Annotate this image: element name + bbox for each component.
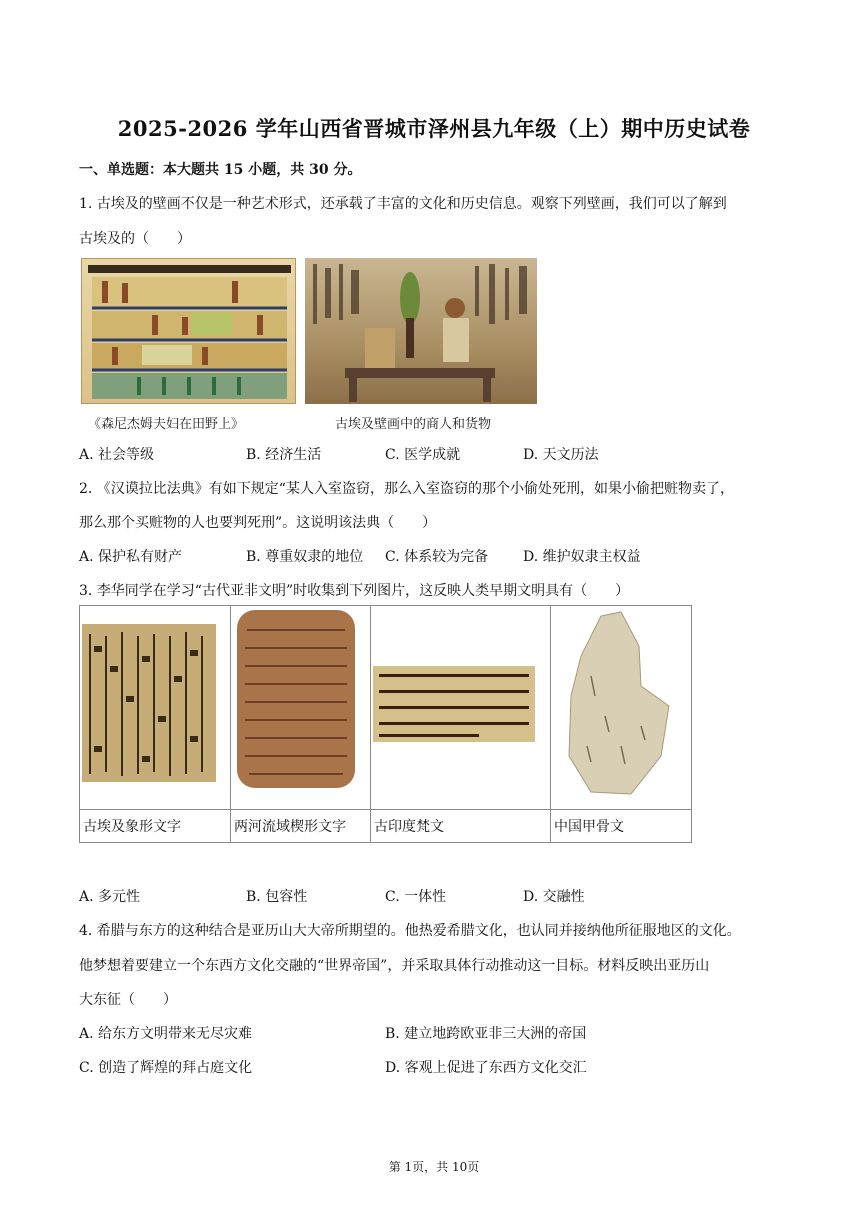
q4-options-row-1 xyxy=(79,1023,779,1043)
q1-option-d[interactable]: D. 天文历法 xyxy=(523,447,599,463)
table-label-sanskrit: 古印度梵文 xyxy=(371,810,551,843)
q1-line-1: 1. 古埃及的壁画不仅是一种艺术形式，还承载了丰富的文化和历史信息。观察下列壁画，我们可以了解到 xyxy=(79,196,727,212)
q4-options-row-2 xyxy=(79,1057,779,1077)
table-label-cuneiform: 两河流域楔形文字 xyxy=(231,810,371,843)
page-title: 2025-2026 学年山西省晋城市泽州县九年级（上）期中历史试卷 xyxy=(117,116,751,141)
q3-option-a[interactable]: A. 多元性 xyxy=(79,889,141,905)
q1-caption-2: 古埃及壁画中的商人和货物 xyxy=(335,417,492,432)
script-images-table xyxy=(79,605,689,842)
q2-option-b[interactable]: B. 尊重奴隶的地位 xyxy=(246,549,364,565)
q3-option-d[interactable]: D. 交融性 xyxy=(523,889,585,905)
oracle-bone-image xyxy=(551,606,691,809)
q4-option-c[interactable]: C. 创造了辉煌的拜占庭文化 xyxy=(79,1060,253,1076)
q1-option-a[interactable]: A. 社会等级 xyxy=(79,447,155,463)
q1-options xyxy=(79,444,779,464)
q4-line-2: 他梦想着要建立一个东西方文化交融的“世界帝国”，并采取具体行动推动这一目标。材料反映出亚历山 xyxy=(79,958,710,974)
section-heading: 一、单选题：本大题共 15 小题，共 30 分。 xyxy=(79,162,362,178)
q3-option-b[interactable]: B. 包容性 xyxy=(246,889,308,905)
q4-line-3: 大东征（ ） xyxy=(79,992,177,1008)
q1-option-b[interactable]: B. 经济生活 xyxy=(246,447,322,463)
page-footer: 第 1页，共 10页 xyxy=(388,1160,480,1174)
q2-line-1: 2. 《汉谟拉比法典》有如下规定“某人入室盗窃，那么入室盗窃的那个小偷处死刑，如果小偷把赃物卖了， xyxy=(79,481,734,497)
q1-caption-1: 《森尼杰姆夫妇在田野上》 xyxy=(88,417,245,432)
table-label-hieroglyph: 古埃及象形文字 xyxy=(80,810,231,843)
merchant-mural-image xyxy=(305,258,537,404)
q1-line-2: 古埃及的（ ） xyxy=(79,231,191,247)
q3-line-1: 3. 李华同学在学习“古代亚非文明”时收集到下列图片，这反映人类早期文明具有（ ） xyxy=(79,583,630,599)
sanskrit-image xyxy=(371,606,550,809)
q4-option-b[interactable]: B. 建立地跨欧亚非三大洲的帝国 xyxy=(385,1026,587,1042)
hieroglyph-image xyxy=(80,606,230,809)
q2-line-2: 那么那个买赃物的人也要判死刑”。这说明该法典（ ） xyxy=(79,515,437,531)
q3-option-c[interactable]: C. 一体性 xyxy=(385,889,447,905)
q2-option-a[interactable]: A. 保护私有财产 xyxy=(79,549,183,565)
q2-option-d[interactable]: D. 维护奴隶主权益 xyxy=(523,549,641,565)
q2-option-c[interactable]: C. 体系较为完备 xyxy=(385,549,489,565)
q2-options xyxy=(79,546,779,566)
q3-options xyxy=(79,886,779,906)
q4-option-d[interactable]: D. 客观上促进了东西方文化交汇 xyxy=(385,1060,587,1076)
q4-line-1: 4. 希腊与东方的这种结合是亚历山大大帝所期望的。他热爱希腊文化，也认同并接纳他所征服地区的文化。 xyxy=(79,923,741,939)
table-label-oracle-bone: 中国甲骨文 xyxy=(551,810,692,843)
cuneiform-tablet-image xyxy=(231,606,370,809)
q4-option-a[interactable]: A. 给东方文明带来无尽灾难 xyxy=(79,1026,253,1042)
q1-option-c[interactable]: C. 医学成就 xyxy=(385,447,461,463)
field-mural-image xyxy=(81,258,296,404)
